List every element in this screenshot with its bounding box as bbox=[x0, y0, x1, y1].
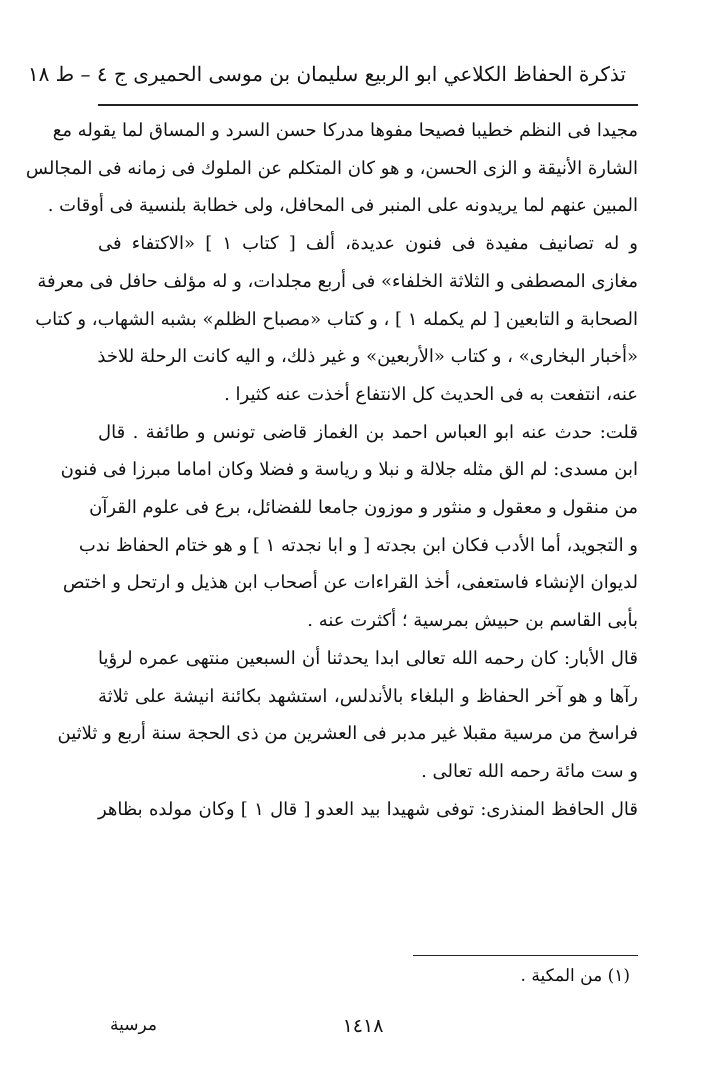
text-line: الشارة الأنيقة و الزى الحسن، و هو كان المتكلم عن الملوك فى زمانه فى المجالس bbox=[25, 157, 638, 179]
text-line: قال الأبار: كان رحمه الله تعالى ابدا يحدثنا أن السبعين منتهى عمره لرؤيا bbox=[98, 647, 638, 669]
main-text bbox=[25, 112, 638, 828]
text-line: الصحابة و التابعين [ لم يكمله ١ ] ، و كتاب «مصباح الظلم» بشبه الشهاب، و كتاب bbox=[35, 308, 638, 330]
paragraph bbox=[60, 414, 638, 640]
text-line: و ست مائة رحمه الله تعالى . bbox=[421, 760, 638, 782]
text-line: لديوان الإنشاء فاستعفى، أخذ القراءات عن أصحاب ابن هذيل و ارتحل و اختص bbox=[62, 572, 638, 594]
text-line: المبين عنهم لما يريدونه على المنبر فى المحافل، ولى خطابة بلنسية فى أوقات . bbox=[47, 195, 638, 217]
catchword: مرسية bbox=[110, 1015, 157, 1035]
text-line: ابن مسدى: لم الق مثله جلالة و نبلا و رياسة و فضلا وكان اماما مبرزا فى فنون bbox=[60, 459, 638, 481]
page-number: ١٤١٨ bbox=[342, 1015, 384, 1037]
running-header: تذكرة الحفاظ الكلاعي ابو الربيع سليمان بن موسى الحميرى ج ٤ – ط ١٨ bbox=[27, 62, 626, 86]
text-line: و له تصانيف مفيدة فى فنون عديدة، ألف [ كتاب ١ ] «الاكتفاء فى bbox=[98, 233, 638, 255]
paragraph bbox=[98, 791, 638, 829]
header-rule bbox=[98, 104, 638, 106]
footnote-rule bbox=[413, 955, 638, 956]
text-line: و التجويد، أما الأدب فكان ابن بجدته [ و ابا نجدته ١ ] و هو ختام الحفاظ ندب bbox=[78, 534, 638, 556]
paragraph bbox=[25, 112, 638, 225]
text-line: مجيدا فى النظم خطيبا فصيحا مفوها مدركا حسن السرد و المساق لما يقوله مع bbox=[52, 120, 638, 141]
text-line: من منقول و معقول و منثور و موزون جامعا للفضائل، برع فى علوم القرآن bbox=[89, 497, 638, 519]
text-line: مغازى المصطفى و الثلاثة الخلفاء» فى أربع مجلدات، و له مؤلف حافل فى معرفة bbox=[37, 270, 638, 292]
text-line: فراسخ من مرسية مقبلا غير مدبر فى العشرين من ذى الحجة سنة أربع و ثلاثين bbox=[57, 723, 638, 745]
paragraph bbox=[57, 640, 638, 791]
text-line: قلت: حدث عنه ابو العباس احمد بن الغماز قاضى تونس و طائفة . قال bbox=[98, 421, 638, 443]
text-line: بأبى القاسم بن حبيش بمرسية ؛ أكثرت عنه . bbox=[307, 610, 638, 632]
text-line: «أخبار البخارى» ، و كتاب «الأربعين» و غير ذلك، و اليه كانت الرحلة للاخذ bbox=[97, 346, 638, 368]
text-line: رآها و هو آخر الحفاظ و البلغاء بالأندلس، استشهد بكائنة انيشة على ثلاثة bbox=[98, 685, 638, 707]
footnote: (١) من المكية . bbox=[520, 966, 630, 986]
paragraph bbox=[35, 225, 638, 414]
text-line: عنه، انتفعت به فى الحديث كل الانتفاع أخذت عنه كثيرا . bbox=[224, 383, 638, 405]
text-line: قال الحافظ المنذرى: توفى شهيدا بيد العدو [ قال ١ ] وكان مولده بظاهر bbox=[98, 798, 638, 820]
